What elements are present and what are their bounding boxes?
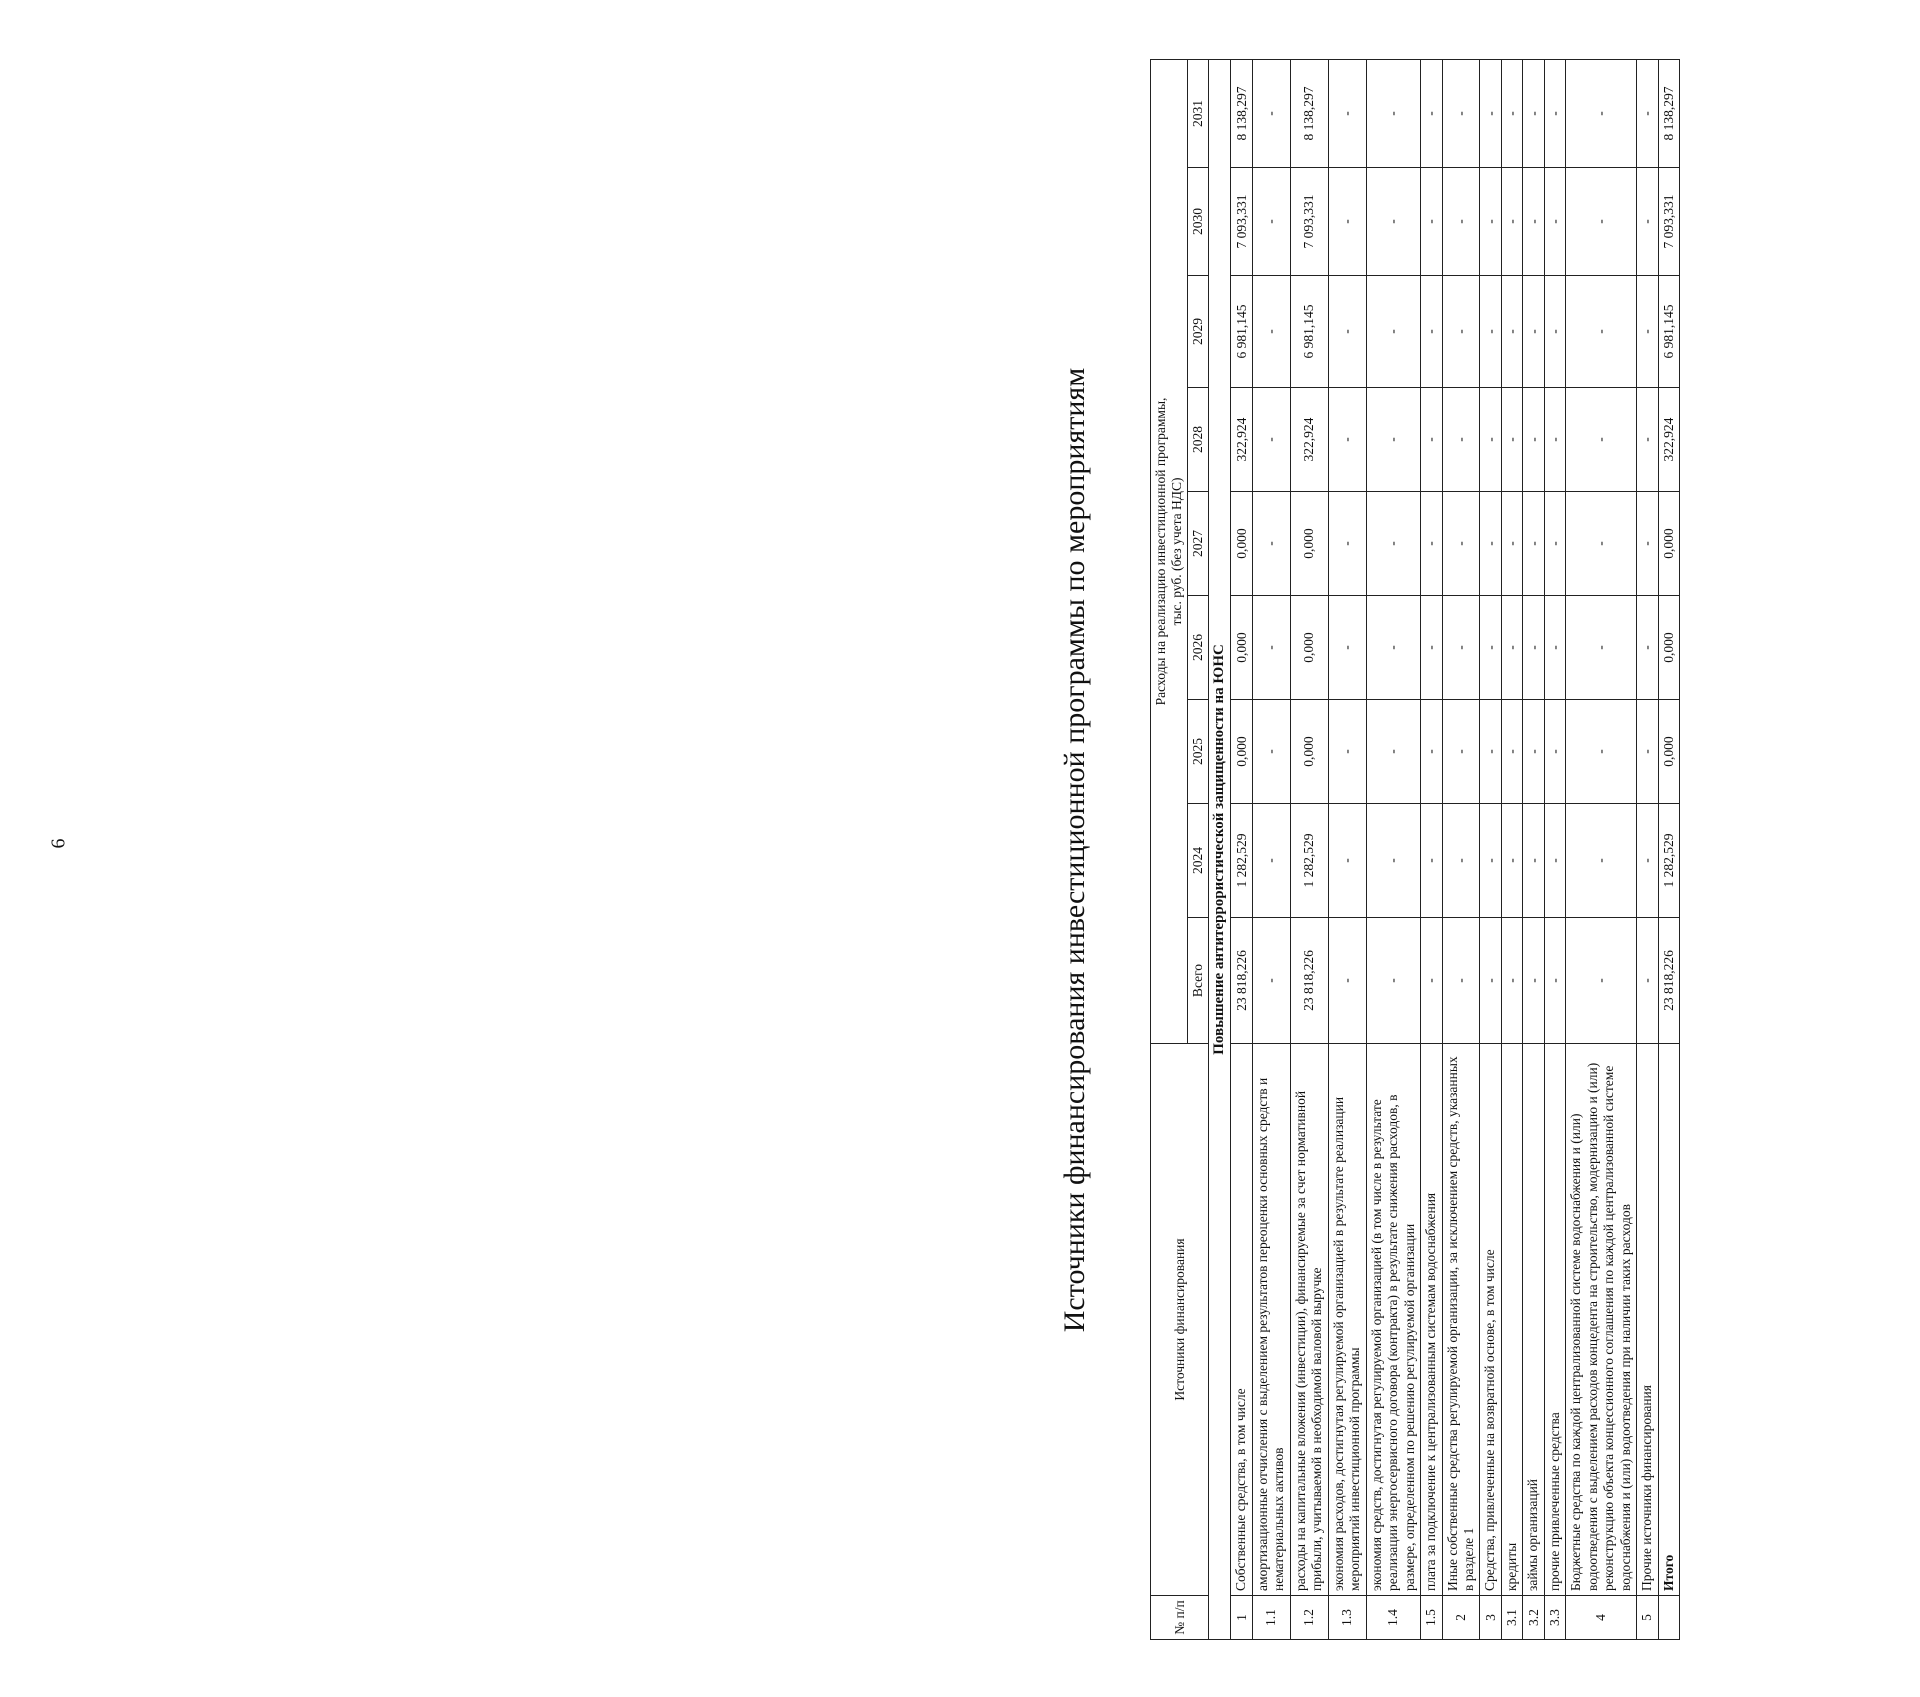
row-value-cell: -	[1523, 700, 1544, 804]
table-row	[1566, 59, 1637, 1639]
col-header-year: 2024	[1188, 804, 1209, 918]
row-value-cell: -	[1421, 596, 1442, 700]
row-value-cell: -	[1501, 804, 1522, 918]
total-empty-cell	[1658, 1596, 1679, 1640]
row-source-name: Прочие источники финансирования	[1637, 1044, 1658, 1596]
row-value-cell: -	[1421, 700, 1442, 804]
row-value-cell: -	[1328, 59, 1366, 167]
col-header-year: 2026	[1188, 596, 1209, 700]
row-value-cell: -	[1252, 276, 1290, 388]
rotated-page-content	[1040, 40, 1920, 1660]
total-value-cell: 23 818,226	[1658, 918, 1679, 1044]
row-value-cell: -	[1501, 276, 1522, 388]
row-value-cell: 7 093,331	[1231, 168, 1252, 276]
total-label: Итого	[1658, 1044, 1679, 1596]
row-value-cell: -	[1501, 700, 1522, 804]
row-number: 1.2	[1290, 1596, 1328, 1640]
row-value-cell: -	[1366, 918, 1420, 1044]
row-value-cell: -	[1566, 918, 1637, 1044]
total-value-cell: 0,000	[1658, 492, 1679, 596]
row-source-name: прочие привлеченные средства	[1544, 1044, 1565, 1596]
document-title: Источники финансирования инвестиционной программы по мероприятиям	[1058, 367, 1091, 1333]
row-value-cell: -	[1366, 804, 1420, 918]
expenses-label: Расходы на реализацию инвестиционной программы,	[1153, 397, 1168, 706]
row-source-name: амортизационные отчисления с выделением результатов переоценки основных средств и нематериальных активов	[1252, 1044, 1290, 1596]
row-number: 3.1	[1501, 1596, 1522, 1640]
total-value-cell: 0,000	[1658, 700, 1679, 804]
row-value-cell: 6 981,145	[1231, 276, 1252, 388]
row-value-cell: -	[1566, 700, 1637, 804]
row-source-name: кредиты	[1501, 1044, 1522, 1596]
row-value-cell: -	[1328, 168, 1366, 276]
row-number: 1.5	[1421, 1596, 1442, 1640]
row-value-cell: -	[1544, 804, 1565, 918]
row-value-cell: -	[1480, 596, 1501, 700]
row-value-cell: -	[1421, 388, 1442, 492]
row-value-cell: -	[1566, 388, 1637, 492]
row-value-cell: 0,000	[1290, 492, 1328, 596]
table-row	[1366, 59, 1420, 1639]
table-row	[1231, 59, 1252, 1639]
total-value-cell: 7 093,331	[1658, 168, 1679, 276]
row-value-cell: -	[1544, 700, 1565, 804]
row-value-cell: 23 818,226	[1290, 918, 1328, 1044]
table-row	[1480, 59, 1501, 1639]
table-row	[1290, 59, 1328, 1639]
row-value-cell: 8 138,297	[1290, 59, 1328, 167]
row-value-cell: -	[1328, 276, 1366, 388]
row-value-cell: -	[1328, 596, 1366, 700]
row-value-cell: -	[1252, 492, 1290, 596]
col-header-year: 2025	[1188, 700, 1209, 804]
row-value-cell: -	[1421, 804, 1442, 918]
table-row	[1252, 59, 1290, 1639]
total-row	[1658, 59, 1679, 1639]
row-number: 1.3	[1328, 1596, 1366, 1640]
row-value-cell: -	[1637, 492, 1658, 596]
row-value-cell: -	[1544, 492, 1565, 596]
row-value-cell: 23 818,226	[1231, 918, 1252, 1044]
col-header-total: Всего	[1188, 918, 1209, 1044]
row-value-cell: 0,000	[1231, 596, 1252, 700]
row-value-cell: -	[1566, 492, 1637, 596]
row-value-cell: -	[1421, 492, 1442, 596]
row-value-cell: -	[1637, 168, 1658, 276]
col-header-year: 2027	[1188, 492, 1209, 596]
row-value-cell: -	[1480, 804, 1501, 918]
col-header-year: 2030	[1188, 168, 1209, 276]
row-value-cell: -	[1637, 59, 1658, 167]
row-value-cell: -	[1328, 804, 1366, 918]
row-source-name: экономия средств, достигнутая регулируемой организацией (в том числе в результате реализации энергосервисного договора (контракта) в результате снижения расходов, в размере, определенном по решению регулируемой организации	[1366, 1044, 1420, 1596]
row-number: 5	[1637, 1596, 1658, 1640]
row-value-cell: -	[1523, 804, 1544, 918]
row-value-cell: -	[1421, 168, 1442, 276]
units-label: тыс. руб. (без учета НДС)	[1169, 477, 1185, 626]
row-value-cell: -	[1328, 700, 1366, 804]
row-value-cell: -	[1366, 700, 1420, 804]
financing-table	[1150, 59, 1680, 1640]
row-value-cell: -	[1252, 918, 1290, 1044]
row-value-cell: 1 282,529	[1290, 804, 1328, 918]
row-value-cell: -	[1480, 492, 1501, 596]
table-row	[1501, 59, 1522, 1639]
row-value-cell: -	[1523, 168, 1544, 276]
row-value-cell: -	[1544, 918, 1565, 1044]
row-value-cell: -	[1566, 168, 1637, 276]
row-value-cell: -	[1480, 918, 1501, 1044]
row-value-cell: -	[1252, 700, 1290, 804]
row-value-cell: -	[1328, 918, 1366, 1044]
row-value-cell: -	[1523, 388, 1544, 492]
row-value-cell: -	[1442, 276, 1480, 388]
row-source-name: Иные собственные средства регулируемой организации, за исключением средств, указанных в разделе 1	[1442, 1044, 1480, 1596]
row-value-cell: -	[1523, 276, 1544, 388]
row-value-cell: 8 138,297	[1231, 59, 1252, 167]
row-value-cell: -	[1328, 388, 1366, 492]
row-value-cell: -	[1566, 59, 1637, 167]
row-value-cell: -	[1442, 492, 1480, 596]
row-value-cell: -	[1501, 492, 1522, 596]
col-header-year: 2028	[1188, 388, 1209, 492]
row-value-cell: -	[1252, 596, 1290, 700]
row-value-cell: -	[1366, 596, 1420, 700]
row-value-cell: -	[1442, 700, 1480, 804]
row-number: 4	[1566, 1596, 1637, 1640]
row-value-cell: -	[1544, 388, 1565, 492]
col-header-expenses	[1151, 59, 1188, 1043]
row-value-cell: 0,000	[1290, 700, 1328, 804]
row-number: 1	[1231, 1596, 1252, 1640]
row-value-cell: -	[1366, 59, 1420, 167]
row-value-cell: -	[1544, 596, 1565, 700]
row-value-cell: -	[1523, 492, 1544, 596]
row-value-cell: -	[1501, 59, 1522, 167]
col-header-year: 2031	[1188, 59, 1209, 167]
row-value-cell: -	[1366, 276, 1420, 388]
row-value-cell: -	[1480, 700, 1501, 804]
row-value-cell: 322,924	[1231, 388, 1252, 492]
row-value-cell: -	[1421, 276, 1442, 388]
row-source-name: Бюджетные средства по каждой централизованной системе водоснабжения и (или) водоотведения с выделением расходов концедента на строительство, модернизацию и (или) реконструкцию объекта концессионного соглашения по каждой централизованной системе водоснабжения и (или) водоотведения при наличии таких расходов	[1566, 1044, 1637, 1596]
table-row	[1523, 59, 1544, 1639]
col-header-year: 2029	[1188, 276, 1209, 388]
table-row	[1442, 59, 1480, 1639]
row-value-cell: -	[1442, 918, 1480, 1044]
row-value-cell: -	[1501, 388, 1522, 492]
row-value-cell: -	[1442, 59, 1480, 167]
row-value-cell: -	[1637, 918, 1658, 1044]
row-value-cell: -	[1442, 388, 1480, 492]
table-row	[1328, 59, 1366, 1639]
row-value-cell: -	[1328, 492, 1366, 596]
row-value-cell: 0,000	[1231, 700, 1252, 804]
section-title: Повышение антитеррористической защищенности на ЮНС	[1209, 59, 1231, 1639]
table-row	[1544, 59, 1565, 1639]
row-number: 3.3	[1544, 1596, 1565, 1640]
row-value-cell: -	[1637, 700, 1658, 804]
row-value-cell: -	[1252, 168, 1290, 276]
row-value-cell: -	[1501, 168, 1522, 276]
row-value-cell: -	[1544, 59, 1565, 167]
table-row	[1637, 59, 1658, 1639]
row-value-cell: -	[1252, 804, 1290, 918]
total-value-cell: 1 282,529	[1658, 804, 1679, 918]
row-value-cell: -	[1523, 59, 1544, 167]
row-number: 3	[1480, 1596, 1501, 1640]
row-value-cell: 6 981,145	[1290, 276, 1328, 388]
row-value-cell: -	[1523, 596, 1544, 700]
page-number: 6	[47, 838, 70, 849]
col-header-source: Источники финансирования	[1151, 1044, 1209, 1596]
row-value-cell: -	[1480, 59, 1501, 167]
row-source-name: расходы на капитальные вложения (инвестиции), финансируемые за счет нормативной прибыли, учитываемой в необходимой валовой выручке	[1290, 1044, 1328, 1596]
row-value-cell: -	[1366, 388, 1420, 492]
row-number: 3.2	[1523, 1596, 1544, 1640]
row-value-cell: -	[1544, 276, 1565, 388]
row-value-cell: -	[1566, 804, 1637, 918]
row-value-cell: 1 282,529	[1231, 804, 1252, 918]
row-value-cell: -	[1566, 276, 1637, 388]
total-value-cell: 0,000	[1658, 596, 1679, 700]
row-value-cell: -	[1421, 918, 1442, 1044]
row-value-cell: -	[1366, 492, 1420, 596]
row-value-cell: 322,924	[1290, 388, 1328, 492]
row-value-cell: -	[1637, 276, 1658, 388]
row-value-cell: -	[1421, 59, 1442, 167]
row-source-name: займы организаций	[1523, 1044, 1544, 1596]
row-value-cell: -	[1252, 59, 1290, 167]
row-source-name: плата за подключение к централизованным системам водоснабжения	[1421, 1044, 1442, 1596]
row-value-cell: -	[1637, 804, 1658, 918]
total-value-cell: 322,924	[1658, 388, 1679, 492]
row-value-cell: -	[1637, 596, 1658, 700]
row-source-name: Собственные средства, в том числе	[1231, 1044, 1252, 1596]
row-number: 1.1	[1252, 1596, 1290, 1640]
row-source-name: Средства, привлеченные на возвратной основе, в том числе	[1480, 1044, 1501, 1596]
row-value-cell: -	[1637, 388, 1658, 492]
row-value-cell: -	[1523, 918, 1544, 1044]
row-value-cell: 7 093,331	[1290, 168, 1328, 276]
total-value-cell: 6 981,145	[1658, 276, 1679, 388]
row-value-cell: -	[1366, 168, 1420, 276]
row-value-cell: -	[1480, 276, 1501, 388]
row-value-cell: -	[1252, 388, 1290, 492]
row-value-cell: -	[1442, 804, 1480, 918]
row-value-cell: 0,000	[1290, 596, 1328, 700]
row-number: 1.4	[1366, 1596, 1420, 1640]
row-number: 2	[1442, 1596, 1480, 1640]
row-value-cell: -	[1501, 918, 1522, 1044]
row-value-cell: -	[1480, 168, 1501, 276]
col-header-number: № п/п	[1151, 1596, 1209, 1640]
total-value-cell: 8 138,297	[1658, 59, 1679, 167]
row-source-name: экономия расходов, достигнутая регулируемой организацией в результате реализации мероприятий инвестиционной программы	[1328, 1044, 1366, 1596]
row-value-cell: -	[1566, 596, 1637, 700]
row-value-cell: -	[1480, 388, 1501, 492]
row-value-cell: 0,000	[1231, 492, 1252, 596]
table-row	[1421, 59, 1442, 1639]
row-value-cell: -	[1442, 168, 1480, 276]
row-value-cell: -	[1501, 596, 1522, 700]
row-value-cell: -	[1442, 596, 1480, 700]
row-value-cell: -	[1544, 168, 1565, 276]
